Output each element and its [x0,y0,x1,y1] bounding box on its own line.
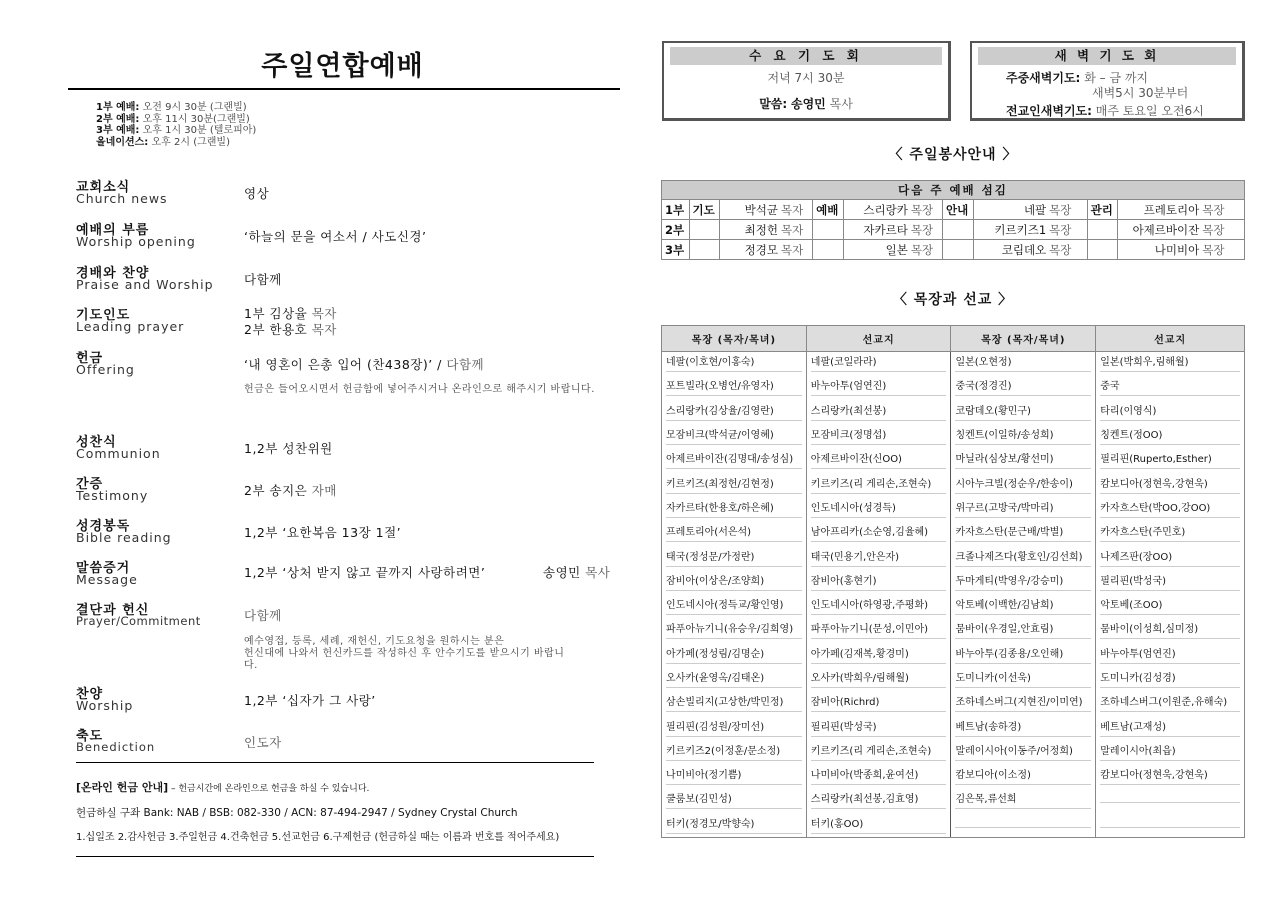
mission-cell [806,765,951,789]
mission-cell [806,716,951,740]
mission-cell-text: 스리랑카(최선봉,김효영) [811,792,947,809]
mission-cell-text: 칭켄트(정OO) [1100,428,1240,445]
mission-cell-text: 중국(정경진) [955,379,1091,396]
service-time-row: 2부 예배: 오후 11시 30분(그랜빌) [96,113,250,125]
mission-cell-text: 키르키즈(리 게리손,조현숙) [811,744,947,761]
mission-table-header: 목장 (목자/목녀) 선교지 목장 (목자/목녀) 선교지 [662,326,1245,352]
mission-cell [951,594,1096,618]
dawn-prayer-box [970,41,1245,121]
mission-cell [1096,522,1245,546]
mission-cell [951,643,1096,667]
duty-cell [813,240,844,260]
mission-cell-text: 일본(오현정) [955,355,1091,372]
wednesday-prayer-time: 저녁 7시 30분 [767,71,845,85]
duty-cell: 네팔 [973,200,1049,220]
mission-cell [951,765,1096,789]
mission-cell-text: 키르키즈(최정헌/김현정) [666,477,802,494]
mission-cell-text: 잠비아(Richrd) [811,695,947,712]
mission-cell-text: 캄보디아(정현욱,강현욱) [1100,768,1240,785]
mission-cell [806,424,951,448]
mission-cell-text: 캄보디아(정현욱,강현욱) [1100,477,1240,494]
mission-cell [806,497,951,521]
online-top-divider [76,762,594,763]
mission-cell [662,424,807,448]
mission-cell-text: 베트남(송하경) [955,720,1091,737]
mission-row [662,424,1245,448]
mission-cell [662,619,807,643]
duty-cell: 자카르타 [843,220,910,240]
duty-row [662,200,1245,220]
mission-cell-text: 파푸아뉴기니(유승우/김희영) [666,622,802,639]
mission-cell-text: 스리랑카(김상율/김영란) [666,404,802,421]
mission-cell-text: 도미니카(김성경) [1100,671,1240,688]
mission-cell [662,643,807,667]
online-offering-heading: [온라인 헌금 안내] – 헌금시간에 온라인으로 헌금을 하실 수 있습니다. [76,781,370,794]
duty-cell: 목장 [1202,200,1244,220]
mission-row [662,352,1245,376]
mission-row [662,376,1245,400]
dawn-prayer-title: 새 벽 기 도 회 [978,47,1236,65]
mission-cell [951,497,1096,521]
duty-table-header: 다음 주 예배 섬김 [662,181,1245,200]
service-times [96,102,256,148]
mission-cell-text: 터키(홍OO) [811,817,947,834]
mission-cell [662,692,807,716]
mission-cell-text: 뭄바이(이성희,심미정) [1100,622,1240,639]
online-bottom-divider [76,856,594,857]
mission-cell [662,376,807,400]
mission-cell-text: 터키(정경모/박향숙) [666,817,802,834]
mission-cell-text: 일본(박희우,림해월) [1100,355,1240,372]
mission-cell [1096,594,1245,618]
mission-row [662,813,1245,837]
duty-cell [813,220,844,240]
order-item-worship-opening: 예배의 부름 Worship opening ‘하늘의 문을 여소서 / 사도신경’ [76,223,427,249]
mission-cell-text: 키르키즈2(이정훈/문소정) [666,744,802,761]
order-item-church-news: 교회소식 Church news 영상 [76,180,270,206]
mission-cell-text: 악토베(이백한/김남희) [955,598,1091,615]
mission-row [662,400,1245,424]
mission-row [662,570,1245,594]
mission-cell-text [1100,802,1240,803]
mission-cell [951,570,1096,594]
all-church-dawn-prayer: 전교인새벽기도: 매주 토요일 오전6시 [1006,104,1204,118]
mission-cell-text: 악토베(조OO) [1100,598,1240,615]
mission-row [662,716,1245,740]
mission-cell-text: 시아누크빌(정순우/한송이) [955,477,1091,494]
mission-row [662,765,1245,789]
duty-cell: 스리랑카 [843,200,910,220]
mission-cell [951,619,1096,643]
duty-cell: 박석균 [720,200,781,220]
duty-cell: 목장 [1202,220,1244,240]
wednesday-prayer-title: 수 요 기 도 회 [670,47,942,65]
duty-cell: 3부 [662,240,690,260]
mission-cell-text: 남아프리카(소순영,김율혜) [811,525,947,542]
mission-cell [951,352,1096,376]
mission-cell [1096,400,1245,424]
mission-cell-text: 바누아투(엄연진) [1100,647,1240,664]
mission-cell [1096,546,1245,570]
mission-cell-text: 뭄바이(우경일,안효림) [955,622,1091,639]
mission-cell-text: 삼손빌리지(고상한/박민정) [666,695,802,712]
mission-cell [951,546,1096,570]
mission-cell [951,740,1096,764]
duty-cell: 목장 [911,220,943,240]
mission-cell-text: 아가페(정성림/김명순) [666,647,802,664]
mission-cell [951,692,1096,716]
mission-cell-text: 칭켄트(이일하/송성희) [955,428,1091,445]
mission-cell [951,376,1096,400]
mission-row [662,789,1245,813]
title-divider [68,88,620,90]
mission-cell [662,400,807,424]
mission-cell-text: 카자흐스탄(주민호) [1100,525,1240,542]
duty-cell: 1부 [662,200,690,220]
duty-cell: 키르키즈1 [973,220,1049,240]
mission-cell [951,522,1096,546]
mission-cell-text: 도미니카(이선욱) [955,671,1091,688]
mission-cell [1096,570,1245,594]
mission-cell-text: 오사카(박희우/림해월) [811,671,947,688]
online-offering-types: 1.십일조 2.감사헌금 3.주일헌금 4.건축헌금 5.선교헌금 6.구제헌금 (헌금하실 때는 이름과 번호를 적어주세요) [76,832,560,843]
duty-cell: 나미비아 [1118,240,1202,260]
duty-cell: 목장 [1202,240,1244,260]
mission-cell-text: 네팔(코일라라) [811,355,947,372]
duty-cell [942,220,973,240]
mission-cell [806,400,951,424]
mission-cell-text: 쿨룸보(김민성) [666,792,802,809]
mission-heading: 〈 목장과 선교 〉 [892,292,1014,308]
duty-table [661,180,1245,260]
mission-cell-text: 필리핀(김성원/장미선) [666,720,802,737]
mission-cell-text: 아가페(김재복,황경미) [811,647,947,664]
mission-row [662,546,1245,570]
mission-cell [806,667,951,691]
mission-cell [951,716,1096,740]
duty-cell: 목장 [911,200,943,220]
mission-cell-text: 모잠비크(정명섭) [811,428,947,445]
duty-cell: 아제르바이잔 [1118,220,1202,240]
mission-cell-text: 타리(이영식) [1100,404,1240,421]
mission-cell-text: 나미비아(박종희,윤여선) [811,768,947,785]
mission-cell [1096,813,1245,837]
mission-cell [1096,692,1245,716]
mission-cell-text: 나제즈판(장OO) [1100,550,1240,567]
mission-cell [662,522,807,546]
mission-cell-text: 카자흐스탄(문근배/박별) [955,525,1091,542]
mission-cell-text: 나미비아(정기쁨) [666,768,802,785]
order-item-worship-song: 찬양 Worship 1,2부 ‘십자가 그 사랑’ [76,687,376,713]
mission-cell-text: 말레이시아(이동주/어정희) [955,744,1091,761]
mission-cell [1096,643,1245,667]
mission-cell [662,546,807,570]
mission-cell [806,473,951,497]
mission-cell [806,594,951,618]
mission-cell-text: 포트빌라(오병언/유영자) [666,379,802,396]
mission-cell-text: 코람데오(황민구) [955,404,1091,421]
order-item-prayer: 기도인도 Leading prayer 1부 김상율 목자 2부 한용호 목자 [76,306,337,337]
duty-row [662,240,1245,260]
mission-cell [806,546,951,570]
mission-row [662,522,1245,546]
mission-cell-text [955,827,1091,828]
mission-cell-text: 인도네시아(정득교/황인영) [666,598,802,615]
mission-row [662,497,1245,521]
duty-cell: 기도 [689,200,720,220]
order-item-message: 말씀증거 Message 1,2부 ‘상처 받지 않고 끝까지 사랑하려면’ 송영민 목사 [76,561,611,587]
mission-cell [1096,765,1245,789]
duty-cell: 예배 [813,200,844,220]
duty-cell: 안내 [942,200,973,220]
mission-cell [662,740,807,764]
mission-cell-text: 스리랑카(최선봉) [811,404,947,421]
mission-cell-text: 필리핀(Ruperto,Esther) [1100,452,1240,469]
service-time-row: 1부 예배: 오전 9시 30분 (그랜빌) [96,102,247,113]
service-time-row: 올네이션스: 오후 2시 (그랜빌) [96,136,230,148]
mission-cell-text: 모잠비크(박석균/이영혜) [666,428,802,445]
mission-cell [662,789,807,813]
duty-cell [942,240,973,260]
mission-row [662,449,1245,473]
mission-cell [951,449,1096,473]
mission-cell [1096,352,1245,376]
duty-cell [1087,240,1118,260]
mission-cell [1096,449,1245,473]
mission-cell [806,376,951,400]
order-item-commitment: 결단과 헌신 Prayer/Commitment 다함께 예수영접, 등록, 세례, 재헌신, 기도요청을 원하시는 분은 헌신대에 나와서 헌신카드를 작성하신 후 안수기도를 받으시기 바랍니 다. [76,603,565,671]
mission-cell [951,667,1096,691]
mission-cell [951,789,1096,813]
mission-table [661,325,1245,838]
mission-cell [1096,473,1245,497]
mission-cell [662,352,807,376]
mission-cell-text: 말레이시아(최읍) [1100,744,1240,761]
mission-row [662,740,1245,764]
mission-cell-text: 아제르바이잔(김명대/송성심) [666,452,802,469]
duty-cell [689,240,720,260]
mission-cell [1096,667,1245,691]
mission-cell-text: 조하네스버그(지현진/이미연) [955,695,1091,712]
mission-cell [1096,619,1245,643]
service-time-row: 3부 예배: 오후 1시 30분 (텔로피아) [96,125,257,136]
mission-cell-text: 키르키즈(리 게리손,조현숙) [811,477,947,494]
mission-cell-text: 위구르(고방국/박마리) [955,501,1091,518]
duty-heading: 〈 주일봉사안내 〉 [888,147,1018,163]
mission-cell [662,765,807,789]
mission-cell [806,643,951,667]
duty-cell: 정경모 [720,240,781,260]
mission-cell [1096,716,1245,740]
mission-cell-text: 파푸아뉴기니(문성,이민아) [811,622,947,639]
mission-cell [1096,740,1245,764]
weekday-dawn-prayer: 주중새벽기도: 화 – 금 까지 [1006,71,1148,85]
mission-cell [662,497,807,521]
mission-cell-text: 캄보디아(이소정) [955,768,1091,785]
duty-cell: 관리 [1087,200,1118,220]
mission-cell [1096,424,1245,448]
mission-cell [662,594,807,618]
mission-cell [662,813,807,837]
mission-cell-text: 자카르타(한용호/하은혜) [666,501,802,518]
duty-cell [689,220,720,240]
mission-cell [806,522,951,546]
mission-cell [951,400,1096,424]
page-title: 주일연합예배 [261,51,424,82]
mission-cell [806,449,951,473]
mission-row [662,594,1245,618]
order-item-communion: 성찬식 Communion 1,2부 성찬위원 [76,435,333,461]
mission-row [662,473,1245,497]
mission-cell-text: 프레토리아(서은석) [666,525,802,542]
mission-cell [806,813,951,837]
mission-cell-text: 아제르바이잔(신OO) [811,452,947,469]
mission-cell [806,789,951,813]
duty-cell: 목장 [1049,220,1087,240]
mission-cell [662,473,807,497]
mission-cell-text: 잠비아(이상은/조양희) [666,574,802,591]
mission-cell-text: 조하네스버그(이원준,유해숙) [1100,695,1240,712]
mission-cell [1096,789,1245,813]
mission-cell [1096,376,1245,400]
mission-row [662,667,1245,691]
duty-cell: 목자 [781,220,813,240]
mission-cell-text: 크졸나제즈다(황호인/김선희) [955,550,1091,567]
mission-cell [1096,497,1245,521]
duty-cell: 목자 [781,200,813,220]
duty-cell: 일본 [843,240,910,260]
online-offering-account: 헌금하실 구좌 Bank: NAB / BSB: 082-330 / ACN: 87-494-2947 / Sydney Crystal Church [76,807,518,819]
mission-cell [662,716,807,740]
duty-cell: 프레토리아 [1118,200,1202,220]
mission-cell-text: 베트남(고재성) [1100,720,1240,737]
wednesday-prayer-box [662,41,951,121]
mission-cell-text: 태국(민용기,안은자) [811,550,947,567]
order-item-offering: 헌금 Offering ‘내 영혼이 은총 입어 (찬438장)’ / 다함께 헌금은 들어오시면서 헌금함에 넣어주시거나 온라인으로 해주시기 바랍니다. [76,351,595,395]
mission-cell-text: 마닐라(심상보/황선미) [955,452,1091,469]
duty-cell: 목자 [781,240,813,260]
mission-cell-text [1100,827,1240,828]
mission-cell [806,740,951,764]
mission-cell [806,352,951,376]
order-item-benediction: 축도 Benediction 인도자 [76,729,282,754]
mission-cell [662,667,807,691]
mission-cell-text: 잠비아(홍현기) [811,574,947,591]
duty-cell [1087,220,1118,240]
duty-cell: 목장 [1049,240,1087,260]
duty-cell: 2부 [662,220,690,240]
mission-cell-text: 오사카(윤영옥/김태온) [666,671,802,688]
mission-cell [806,692,951,716]
duty-cell: 목장 [911,240,943,260]
mission-cell [951,473,1096,497]
mission-cell-text: 카자흐스탄(박OO,강OO) [1100,501,1240,518]
mission-cell-text: 인도네시아(성경득) [811,501,947,518]
duty-cell: 목장 [1049,200,1087,220]
mission-cell-text: 바누아투(엄연진) [811,379,947,396]
mission-cell-text: 필리핀(박성국) [1100,574,1240,591]
mission-cell-text: 바누아투(김종용/오인해) [955,647,1091,664]
mission-row [662,643,1245,667]
mission-row [662,619,1245,643]
mission-cell-text: 인도네시아(하영광,주평화) [811,598,947,615]
duty-row [662,220,1245,240]
wednesday-message: 말씀: 송영민 목사 [759,97,853,111]
order-item-praise: 경배와 찬양 Praise and Worship 다함께 [76,266,282,292]
mission-cell-text: 필리핀(박성국) [811,720,947,737]
mission-cell-text: 두마게티(박영우/강승미) [955,574,1091,591]
order-item-bible-reading: 성경봉독 Bible reading 1,2부 ‘요한복음 13장 1절’ [76,519,402,545]
mission-cell [662,570,807,594]
mission-cell [951,813,1096,837]
mission-row [662,692,1245,716]
duty-cell: 코림데오 [973,240,1049,260]
mission-cell [806,570,951,594]
mission-cell-text: 네팔(이호현/이홍숙) [666,355,802,372]
duty-cell: 최정헌 [720,220,781,240]
mission-cell-text: 태국(정성문/가정란) [666,550,802,567]
order-item-testimony: 간증 Testimony 2부 송지은 자매 [76,477,337,503]
weekday-dawn-time: 새벽5시 30분부터 [1092,86,1189,100]
mission-cell [662,449,807,473]
mission-cell-text: 김은목,류선희 [955,792,1091,809]
mission-cell [806,619,951,643]
mission-cell-text: 중국 [1100,379,1240,396]
mission-cell [951,424,1096,448]
